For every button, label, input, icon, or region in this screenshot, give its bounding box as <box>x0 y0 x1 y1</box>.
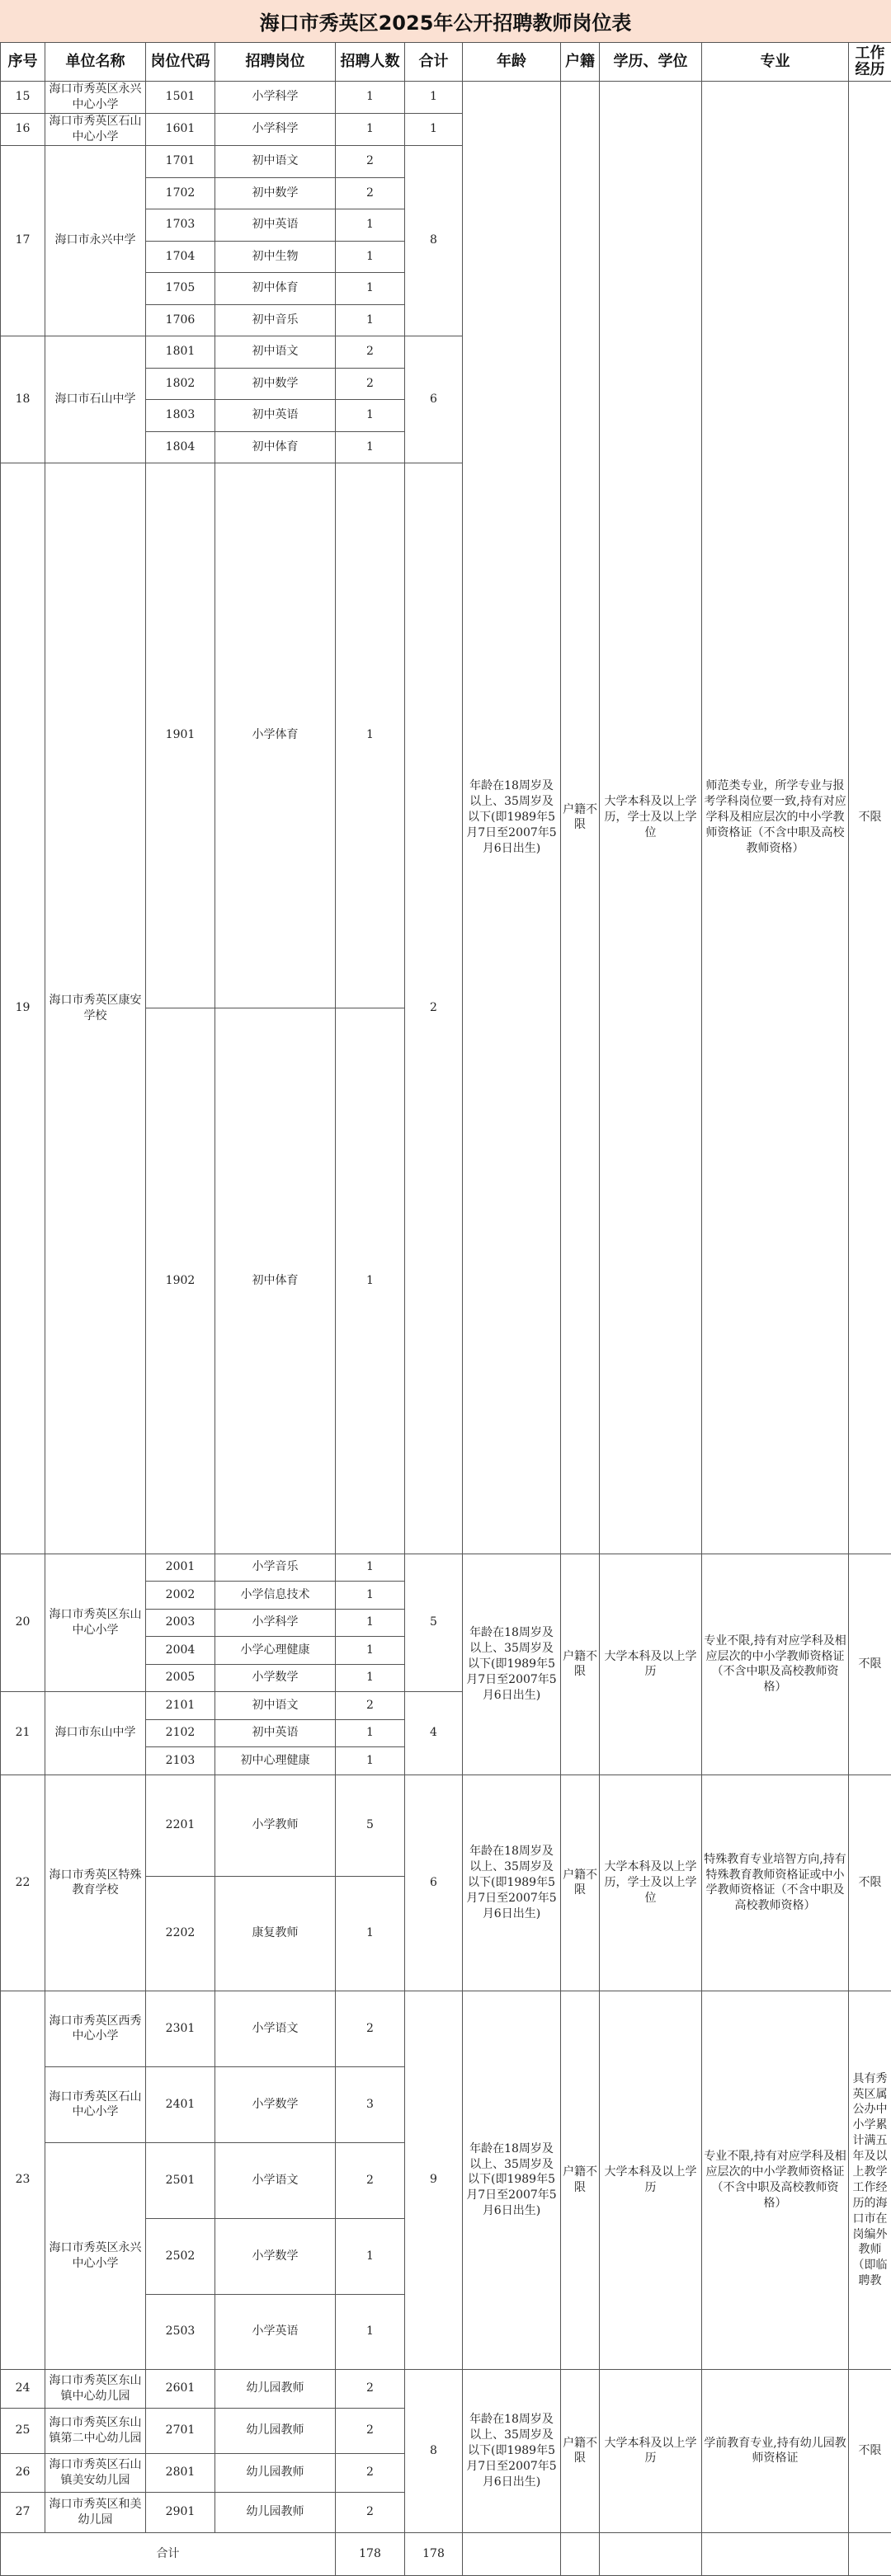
cell-count: 2 <box>336 1991 405 2066</box>
cell-code: 1501 <box>146 82 215 114</box>
cell-unit: 海口市秀英区永兴中心小学 <box>45 2142 146 2369</box>
cell-exp-group6: 不限 <box>849 2369 891 2532</box>
cell-count: 5 <box>336 1775 405 1876</box>
cell-count: 2 <box>336 145 405 177</box>
cell-post: 初中体育 <box>215 431 336 463</box>
cell-unit: 海口市秀英区东山镇中心幼儿园 <box>45 2369 146 2408</box>
header-row <box>1 43 891 82</box>
cell-seq: 16 <box>1 113 45 145</box>
cell-count: 1 <box>336 1008 405 1554</box>
cell-seq: 22 <box>1 1775 45 1991</box>
cell-code: 2901 <box>146 2492 215 2532</box>
cell-post: 幼儿园教师 <box>215 2369 336 2408</box>
total-label: 合计 <box>1 2532 336 2575</box>
cell-count: 1 <box>336 82 405 114</box>
cell-count: 1 <box>336 1876 405 1991</box>
cell-count: 2 <box>336 1691 405 1719</box>
cell-unit: 海口市石山中学 <box>45 336 146 463</box>
cell-code: 1901 <box>146 463 215 1008</box>
cell-count: 1 <box>336 113 405 145</box>
cell-post: 幼儿园教师 <box>215 2453 336 2492</box>
cell-code: 2501 <box>146 2142 215 2218</box>
cell-post: 小学音乐 <box>215 1554 336 1581</box>
cell-post: 初中数学 <box>215 368 336 399</box>
cell-post: 小学科学 <box>215 82 336 114</box>
cell-huji-group4: 户籍不限 <box>561 1775 600 1991</box>
page-title: 海口市秀英区2025年公开招聘教师岗位表 <box>0 0 891 43</box>
cell-code: 1703 <box>146 209 215 241</box>
cell-sum: 2 <box>405 463 463 1554</box>
total-row <box>1 2532 891 2575</box>
cell-major-group4: 特殊教育专业培智方向,持有特殊教育教师资格证或中小学教师资格证（不含中职及高校教师资格） <box>702 1775 849 1991</box>
cell-post: 初中英语 <box>215 1719 336 1746</box>
recruitment-table <box>0 42 891 2576</box>
cell-code: 1804 <box>146 431 215 463</box>
cell-post: 小学信息技术 <box>215 1581 336 1609</box>
cell-unit: 海口市秀英区永兴中心小学 <box>45 82 146 114</box>
cell-count: 1 <box>336 272 405 304</box>
cell-exp-group1: 不限 <box>849 82 891 1554</box>
cell-count: 1 <box>336 1664 405 1691</box>
cell-unit: 海口市秀英区东山镇第二中心幼儿园 <box>45 2408 146 2453</box>
cell-unit: 海口市秀英区石山中心小学 <box>45 113 146 145</box>
cell-count: 1 <box>336 209 405 241</box>
cell-post: 幼儿园教师 <box>215 2492 336 2532</box>
cell-post: 初中心理健康 <box>215 1746 336 1775</box>
header-age: 年龄 <box>463 43 561 82</box>
cell-post: 小学数学 <box>215 2218 336 2294</box>
cell-code: 1801 <box>146 336 215 368</box>
cell-count: 3 <box>336 2066 405 2142</box>
cell-count: 1 <box>336 2294 405 2369</box>
cell-code: 1802 <box>146 368 215 399</box>
cell-major-group5: 专业不限,持有对应学科及相应层次的中小学教师资格证（不含中职及高校教师资格） <box>702 1991 849 2369</box>
cell-age-group1: 年龄在18周岁及以上、35周岁及以下(即1989年5月7日至2007年5月6日出生) <box>463 82 561 1554</box>
cell-sum: 1 <box>405 82 463 114</box>
cell-count: 2 <box>336 2408 405 2453</box>
cell-post: 小学语文 <box>215 1991 336 2066</box>
cell-seq: 18 <box>1 336 45 463</box>
cell-sum: 9 <box>405 1991 463 2369</box>
cell-code: 2001 <box>146 1554 215 1581</box>
cell-count: 1 <box>336 241 405 272</box>
cell-count: 1 <box>336 304 405 336</box>
cell-code: 2401 <box>146 2066 215 2142</box>
cell-count: 1 <box>336 1554 405 1581</box>
table-row <box>1 82 891 114</box>
cell-seq: 20 <box>1 1554 45 1691</box>
cell-huji-group6: 户籍不限 <box>561 2369 600 2532</box>
cell-count: 1 <box>336 1636 405 1664</box>
cell-exp-group3: 不限 <box>849 1554 891 1775</box>
header-post: 招聘岗位 <box>215 43 336 82</box>
cell-seq: 19 <box>1 463 45 1554</box>
cell-count: 2 <box>336 368 405 399</box>
cell-seq: 15 <box>1 82 45 114</box>
cell-post: 初中音乐 <box>215 304 336 336</box>
cell-sum: 4 <box>405 1691 463 1775</box>
total-empty-cell <box>702 2532 849 2575</box>
cell-code: 1705 <box>146 272 215 304</box>
cell-sum: 8 <box>405 145 463 336</box>
cell-code: 1702 <box>146 177 215 209</box>
cell-post: 小学数学 <box>215 2066 336 2142</box>
cell-sum: 6 <box>405 336 463 463</box>
cell-count: 1 <box>336 2218 405 2294</box>
header-seq: 序号 <box>1 43 45 82</box>
cell-code: 2102 <box>146 1719 215 1746</box>
table-row <box>1 1991 891 2066</box>
cell-unit: 海口市秀英区石山镇美安幼儿园 <box>45 2453 146 2492</box>
cell-code: 1601 <box>146 113 215 145</box>
cell-huji-group5: 户籍不限 <box>561 1991 600 2369</box>
cell-post: 初中体育 <box>215 1008 336 1554</box>
cell-post: 小学体育 <box>215 463 336 1008</box>
total-empty-cell <box>600 2532 702 2575</box>
cell-age-group6: 年龄在18周岁及以上、35周岁及以下(即1989年5月7日至2007年5月6日出生) <box>463 2369 561 2532</box>
cell-code: 1706 <box>146 304 215 336</box>
cell-post: 小学数学 <box>215 1664 336 1691</box>
cell-unit: 海口市东山中学 <box>45 1691 146 1775</box>
cell-count: 2 <box>336 2369 405 2408</box>
table-row <box>1 1554 891 1581</box>
cell-post: 初中体育 <box>215 272 336 304</box>
total-empty-cell <box>849 2532 891 2575</box>
header-code: 岗位代码 <box>146 43 215 82</box>
cell-seq: 17 <box>1 145 45 336</box>
cell-post: 小学英语 <box>215 2294 336 2369</box>
cell-code: 2301 <box>146 1991 215 2066</box>
cell-sum: 8 <box>405 2369 463 2532</box>
cell-post: 初中语文 <box>215 145 336 177</box>
cell-sum: 1 <box>405 113 463 145</box>
cell-unit: 海口市秀英区和美幼儿园 <box>45 2492 146 2532</box>
cell-unit: 海口市秀英区西秀中心小学 <box>45 1991 146 2066</box>
cell-edu-group5: 大学本科及以上学历 <box>600 1991 702 2369</box>
cell-seq: 27 <box>1 2492 45 2532</box>
cell-post: 初中语文 <box>215 1691 336 1719</box>
cell-seq: 25 <box>1 2408 45 2453</box>
header-sum: 合计 <box>405 43 463 82</box>
cell-post: 初中数学 <box>215 177 336 209</box>
cell-unit: 海口市永兴中学 <box>45 145 146 336</box>
table-row <box>1 1775 891 1876</box>
cell-code: 2003 <box>146 1609 215 1636</box>
cell-edu-group6: 大学本科及以上学历 <box>600 2369 702 2532</box>
cell-post: 康复教师 <box>215 1876 336 1991</box>
cell-post: 小学科学 <box>215 113 336 145</box>
cell-unit: 海口市秀英区特殊教育学校 <box>45 1775 146 1991</box>
cell-unit: 海口市秀英区石山中心小学 <box>45 2066 146 2142</box>
cell-post: 初中语文 <box>215 336 336 368</box>
cell-code: 2202 <box>146 1876 215 1991</box>
cell-code: 2004 <box>146 1636 215 1664</box>
total-sum: 178 <box>405 2532 463 2575</box>
header-exp: 工作经历 <box>849 43 891 82</box>
cell-seq: 21 <box>1 1691 45 1775</box>
cell-count: 2 <box>336 177 405 209</box>
cell-edu-group1: 大学本科及以上学历，学士及以上学位 <box>600 82 702 1554</box>
cell-age-group3: 年龄在18周岁及以上、35周岁及以下(即1989年5月7日至2007年5月6日出生) <box>463 1554 561 1775</box>
cell-code: 1704 <box>146 241 215 272</box>
cell-code: 1803 <box>146 399 215 431</box>
cell-code: 1701 <box>146 145 215 177</box>
cell-age-group4: 年龄在18周岁及以上、35周岁及以下(即1989年5月7日至2007年5月6日出生) <box>463 1775 561 1991</box>
cell-post: 小学语文 <box>215 2142 336 2218</box>
cell-sum: 5 <box>405 1554 463 1691</box>
cell-seq: 26 <box>1 2453 45 2492</box>
cell-post: 小学教师 <box>215 1775 336 1876</box>
cell-code: 2201 <box>146 1775 215 1876</box>
cell-post: 幼儿园教师 <box>215 2408 336 2453</box>
cell-seq: 24 <box>1 2369 45 2408</box>
header-unit: 单位名称 <box>45 43 146 82</box>
header-count: 招聘人数 <box>336 43 405 82</box>
cell-count: 1 <box>336 431 405 463</box>
cell-count: 1 <box>336 1719 405 1746</box>
cell-count: 2 <box>336 2142 405 2218</box>
cell-code: 2002 <box>146 1581 215 1609</box>
cell-age-group5: 年龄在18周岁及以上、35周岁及以下(即1989年5月7日至2007年5月6日出生) <box>463 1991 561 2369</box>
cell-post: 初中英语 <box>215 399 336 431</box>
cell-unit: 海口市秀英区康安学校 <box>45 463 146 1554</box>
cell-edu-group3: 大学本科及以上学历 <box>600 1554 702 1775</box>
header-edu: 学历、学位 <box>600 43 702 82</box>
cell-code: 2701 <box>146 2408 215 2453</box>
cell-count: 1 <box>336 1581 405 1609</box>
cell-count: 1 <box>336 463 405 1008</box>
header-huji: 户籍 <box>561 43 600 82</box>
cell-count: 2 <box>336 2492 405 2532</box>
cell-major-group3: 专业不限,持有对应学科及相应层次的中小学教师资格证（不含中职及高校教师资格） <box>702 1554 849 1775</box>
cell-count: 1 <box>336 1609 405 1636</box>
cell-code: 2502 <box>146 2218 215 2294</box>
cell-count: 2 <box>336 336 405 368</box>
cell-code: 2101 <box>146 1691 215 1719</box>
cell-code: 2103 <box>146 1746 215 1775</box>
cell-count: 2 <box>336 2453 405 2492</box>
cell-code: 1902 <box>146 1008 215 1554</box>
total-empty-cell <box>463 2532 561 2575</box>
cell-exp-group4: 不限 <box>849 1775 891 1991</box>
cell-edu-group4: 大学本科及以上学历，学士及以上学位 <box>600 1775 702 1991</box>
cell-code: 2601 <box>146 2369 215 2408</box>
cell-post: 初中生物 <box>215 241 336 272</box>
cell-major-group6: 学前教育专业,持有幼儿园教师资格证 <box>702 2369 849 2532</box>
table-row <box>1 2369 891 2408</box>
cell-unit: 海口市秀英区东山中心小学 <box>45 1554 146 1691</box>
cell-code: 2503 <box>146 2294 215 2369</box>
cell-post: 小学科学 <box>215 1609 336 1636</box>
cell-count: 1 <box>336 399 405 431</box>
header-major: 专业 <box>702 43 849 82</box>
cell-sum: 6 <box>405 1775 463 1991</box>
total-count: 178 <box>336 2532 405 2575</box>
cell-code: 2005 <box>146 1664 215 1691</box>
cell-post: 初中英语 <box>215 209 336 241</box>
cell-count: 1 <box>336 1746 405 1775</box>
cell-exp-group5: 具有秀英区属公办中小学累计满五年及以上教学工作经历的海口市在岗编外教师（即临聘教 <box>849 1991 891 2369</box>
cell-huji-group1: 户籍不限 <box>561 82 600 1554</box>
total-empty-cell <box>561 2532 600 2575</box>
cell-code: 2801 <box>146 2453 215 2492</box>
cell-post: 小学心理健康 <box>215 1636 336 1664</box>
cell-major-group1: 师范类专业，所学专业与报考学科岗位要一致,持有对应学科及相应层次的中小学教师资格证（不含中职及高校教师资格） <box>702 82 849 1554</box>
cell-huji-group3: 户籍不限 <box>561 1554 600 1775</box>
cell-seq: 23 <box>1 1991 45 2369</box>
